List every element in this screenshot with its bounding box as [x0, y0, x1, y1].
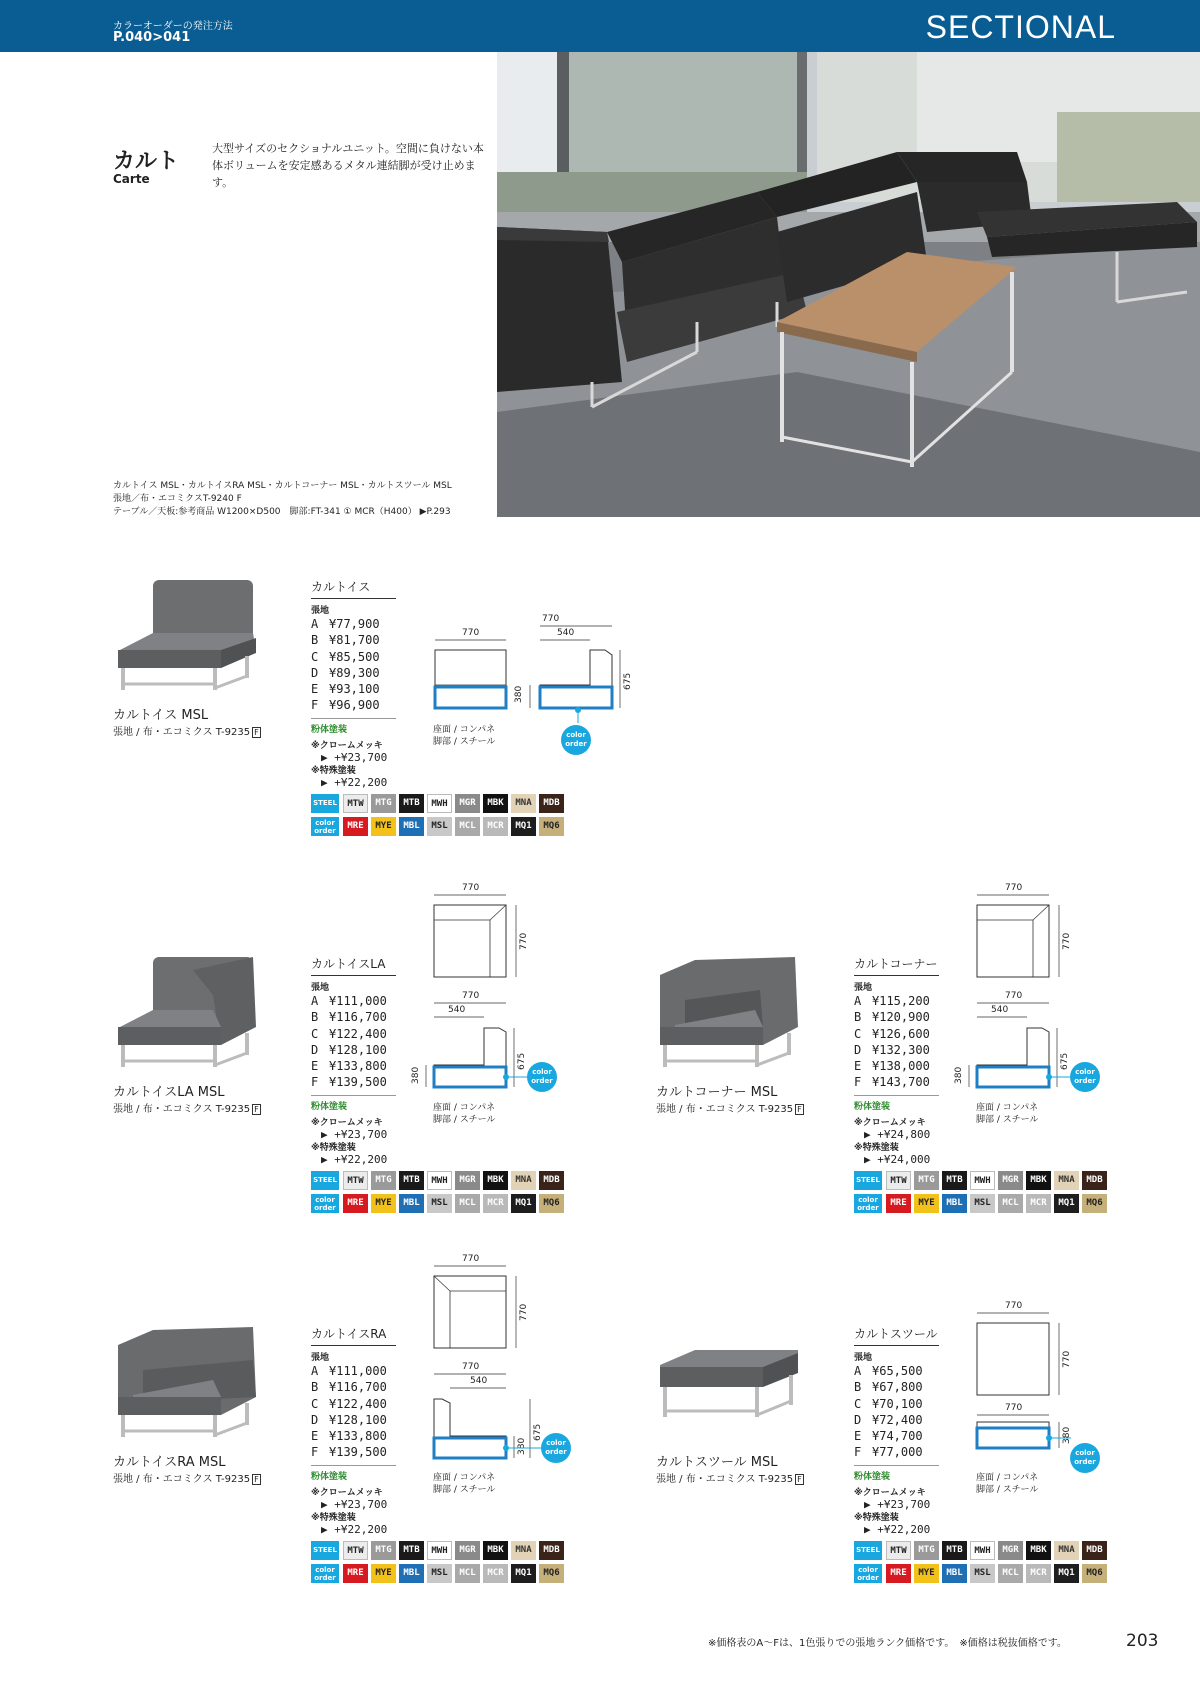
- product-photo-corner: [655, 955, 805, 1070]
- color-swatch[interactable]: MTB: [942, 1541, 967, 1560]
- special-option-label: ※特殊塗装: [311, 1142, 356, 1153]
- color-swatch[interactable]: MGR: [998, 1541, 1023, 1560]
- hero-photo: [497, 52, 1200, 517]
- color-swatch[interactable]: MTW: [886, 1171, 911, 1190]
- chrome-option-label: ※クロームメッキ: [854, 1487, 926, 1498]
- product-upholstery: [113, 1100, 261, 1115]
- dimension-diagram-corner: [954, 880, 1163, 1100]
- powder-coating-label: 粉体塗装: [311, 1465, 396, 1482]
- color-swatch[interactable]: MQ1: [1054, 1564, 1079, 1583]
- product-photo-la: [113, 955, 263, 1070]
- price-table-title: カルトイス: [311, 578, 396, 599]
- color-swatch[interactable]: MCL: [455, 817, 480, 836]
- special-option-label: ※特殊塗装: [311, 1512, 356, 1523]
- product-name: カルトイスLA MSL: [113, 1085, 225, 1100]
- color-swatch[interactable]: MSL: [427, 1194, 452, 1213]
- color-swatch[interactable]: MDB: [539, 1541, 564, 1560]
- color-swatch[interactable]: MBK: [1026, 1541, 1051, 1560]
- color-swatch[interactable]: MTG: [371, 1541, 396, 1560]
- color-swatch[interactable]: MSL: [970, 1194, 995, 1213]
- dim-seat-height: 380: [1062, 1426, 1072, 1444]
- dim-width: 770: [462, 628, 480, 638]
- color-swatch[interactable]: MYE: [914, 1564, 939, 1583]
- color-swatch[interactable]: MDB: [539, 794, 564, 813]
- upholstery-text: 張地 / 布・エコミクス T-9235: [656, 1104, 794, 1115]
- price-row: B ¥116,700: [311, 1010, 387, 1025]
- price-table-title: カルトコーナー: [854, 955, 939, 976]
- powder-coating-label: 粉体塗装: [311, 1095, 396, 1112]
- price-table-title: カルトイスRA: [311, 1325, 396, 1346]
- dim-depth: 770: [542, 614, 560, 624]
- caption-line: 張地／布・エコミクスT-9240 F: [113, 494, 242, 504]
- f-mark: F: [254, 1475, 259, 1484]
- color-swatch[interactable]: MNA: [511, 1171, 536, 1190]
- steel-badge: STEEL: [311, 794, 339, 813]
- upholstery-text: 張地 / 布・エコミクス T-9235: [113, 1474, 251, 1485]
- dim-depth: 770: [1062, 932, 1072, 950]
- color-swatch[interactable]: MQ1: [511, 1564, 536, 1583]
- color-order-badge: color order: [854, 1564, 882, 1583]
- price-row: A ¥111,000: [311, 1364, 387, 1378]
- price-table-ra: [311, 1325, 401, 1536]
- header-bar: [0, 0, 1200, 52]
- color-swatch[interactable]: MSL: [427, 817, 452, 836]
- dim-height: 675: [1060, 1052, 1070, 1070]
- price-row: B ¥67,800: [854, 1380, 923, 1395]
- price-row: C ¥122,400: [311, 1026, 387, 1041]
- color-swatch[interactable]: MQ1: [511, 817, 536, 836]
- swatch-row: [311, 1171, 571, 1190]
- upholstery-label: 張地: [311, 983, 330, 993]
- color-swatch[interactable]: MYE: [914, 1194, 939, 1213]
- product-name: カルトスツール MSL: [656, 1455, 778, 1470]
- color-swatch[interactable]: MCR: [483, 817, 508, 836]
- f-mark: F: [254, 1105, 259, 1114]
- swatch-panel-stool: [854, 1541, 1114, 1587]
- color-swatch[interactable]: MYE: [371, 817, 396, 836]
- color-swatch[interactable]: MCR: [483, 1194, 508, 1213]
- color-swatch[interactable]: MNA: [511, 794, 536, 813]
- leg-material: 脚部 / スチール: [976, 1115, 1039, 1125]
- product-photo-ra: [113, 1325, 263, 1440]
- dimension-diagram-stool: [963, 1298, 1163, 1478]
- price-row: D ¥89,300: [311, 665, 380, 680]
- price-row: E ¥133,800: [311, 1059, 387, 1074]
- price-table-corner: [854, 955, 944, 1166]
- color-swatch[interactable]: MSL: [970, 1564, 995, 1583]
- special-option-price: ▶ +¥22,200: [321, 775, 388, 789]
- product-upholstery: [656, 1100, 804, 1115]
- color-swatch[interactable]: MWH: [427, 1171, 452, 1190]
- price-row: B ¥116,700: [311, 1380, 387, 1395]
- price-table-isu: [311, 578, 401, 789]
- upholstery-label: 張地: [311, 1353, 330, 1363]
- product-upholstery: [113, 1470, 261, 1485]
- price-row: E ¥93,100: [311, 682, 380, 697]
- color-swatch[interactable]: MYE: [371, 1564, 396, 1583]
- dim-height: 675: [517, 1052, 527, 1070]
- price-table-title: カルトスツール: [854, 1325, 939, 1346]
- steel-badge: STEEL: [311, 1541, 339, 1560]
- steel-badge: STEEL: [854, 1541, 882, 1560]
- chrome-option-price: ▶ +¥23,700: [864, 1497, 931, 1511]
- dim-width: 770: [1005, 991, 1023, 1001]
- material-note: [976, 1102, 1038, 1126]
- material-note: [433, 1102, 495, 1126]
- color-swatch[interactable]: MTB: [942, 1171, 967, 1190]
- upholstery-label: 張地: [854, 1353, 873, 1363]
- section-title: SECTIONAL: [925, 9, 1116, 45]
- dim-depth: 770: [519, 1303, 529, 1321]
- color-swatch[interactable]: MBL: [399, 817, 424, 836]
- chrome-option-label: ※クロームメッキ: [311, 740, 383, 751]
- price-row: F ¥143,700: [854, 1075, 930, 1090]
- price-table-la: [311, 955, 401, 1166]
- dim-width: 770: [1005, 1301, 1023, 1311]
- color-swatch[interactable]: MQ1: [1054, 1194, 1079, 1213]
- color-order-badge: color order: [561, 725, 591, 755]
- color-swatch[interactable]: MRE: [886, 1564, 911, 1583]
- price-row: C ¥85,500: [311, 649, 380, 664]
- color-order-badge: color order: [311, 817, 339, 836]
- seat-material: 座面 / コンパネ: [433, 1103, 496, 1113]
- color-order-page-ref[interactable]: P.040>041: [113, 30, 191, 45]
- chrome-option-label: ※クロームメッキ: [311, 1487, 383, 1498]
- leg-material: 脚部 / スチール: [433, 1115, 496, 1125]
- color-swatch[interactable]: MQ6: [1082, 1564, 1107, 1583]
- color-swatch[interactable]: MCR: [1026, 1194, 1051, 1213]
- color-swatch[interactable]: MRE: [343, 1194, 368, 1213]
- price-row: D ¥132,300: [854, 1042, 930, 1057]
- color-swatch[interactable]: MGR: [998, 1171, 1023, 1190]
- dim-seat-height: 380: [954, 1066, 964, 1084]
- f-mark: F: [797, 1105, 802, 1114]
- price-row: C ¥122,400: [311, 1396, 387, 1411]
- caption-line: テーブル／天板:参考商品 W1200×D500 脚部:FT-341 ① MCR（H400） ▶P.293: [113, 507, 451, 517]
- dim-seat-depth: 540: [991, 1005, 1009, 1015]
- price-footnote: ※価格表のA〜Fは、1色張りでの張地ランク価格です。 ※価格は税抜価格です。: [708, 1638, 1067, 1649]
- color-swatch[interactable]: MNA: [1054, 1541, 1079, 1560]
- color-swatch[interactable]: MTG: [371, 1171, 396, 1190]
- swatch-row: [854, 1194, 1114, 1213]
- series-title-jp: カルト: [113, 149, 180, 174]
- f-mark: F: [254, 728, 259, 737]
- swatch-row: [854, 1564, 1114, 1583]
- color-swatch[interactable]: MTG: [371, 794, 396, 813]
- product-upholstery: [656, 1470, 804, 1485]
- swatch-panel-isu: [311, 794, 571, 840]
- leg-material: 脚部 / スチール: [976, 1485, 1039, 1495]
- color-swatch[interactable]: MTB: [399, 1541, 424, 1560]
- color-order-badge: color order: [1070, 1062, 1100, 1092]
- upholstery-text: 張地 / 布・エコミクス T-9235: [113, 1104, 251, 1115]
- seat-material: 座面 / コンパネ: [976, 1473, 1039, 1483]
- caption-line: カルトイス MSL・カルトイスRA MSL・カルトコーナー MSL・カルトスツール MSL: [113, 481, 452, 491]
- color-swatch[interactable]: MBK: [1026, 1171, 1051, 1190]
- dim-width: 770: [462, 1362, 480, 1372]
- special-option-price: ▶ +¥22,200: [321, 1522, 388, 1536]
- swatch-row: [311, 817, 571, 836]
- color-swatch[interactable]: MCL: [998, 1564, 1023, 1583]
- leg-material: 脚部 / スチール: [433, 1485, 496, 1495]
- swatch-row: [854, 1541, 1114, 1560]
- color-swatch[interactable]: MTW: [886, 1541, 911, 1560]
- price-row: D ¥128,100: [311, 1412, 387, 1427]
- swatch-row: [311, 1194, 571, 1213]
- color-swatch[interactable]: MNA: [1054, 1171, 1079, 1190]
- dim-height: 675: [623, 672, 633, 690]
- color-order-badge: color order: [311, 1564, 339, 1583]
- chrome-option-price: ▶ +¥24,800: [864, 1127, 931, 1141]
- color-swatch[interactable]: MBK: [483, 1171, 508, 1190]
- price-row: F ¥139,500: [311, 1445, 387, 1460]
- color-swatch[interactable]: MWH: [970, 1171, 995, 1190]
- color-swatch[interactable]: MQ6: [539, 1194, 564, 1213]
- seat-material: 座面 / コンパネ: [433, 1473, 496, 1483]
- color-swatch[interactable]: MDB: [1082, 1171, 1107, 1190]
- powder-coating-label: 粉体塗装: [854, 1465, 939, 1482]
- color-swatch[interactable]: MCL: [455, 1194, 480, 1213]
- price-row: C ¥126,600: [854, 1026, 930, 1041]
- color-swatch[interactable]: MGR: [455, 794, 480, 813]
- color-swatch[interactable]: MQ1: [511, 1194, 536, 1213]
- special-option-price: ▶ +¥22,200: [864, 1522, 931, 1536]
- color-swatch[interactable]: MWH: [427, 794, 452, 813]
- price-row: F ¥139,500: [311, 1075, 387, 1090]
- seat-material: 座面 / コンパネ: [976, 1103, 1039, 1113]
- price-row: A ¥77,900: [311, 617, 380, 631]
- color-swatch[interactable]: MRE: [343, 1564, 368, 1583]
- upholstery-text: 張地 / 布・エコミクス T-9235: [656, 1474, 794, 1485]
- color-swatch[interactable]: MTB: [399, 794, 424, 813]
- color-swatch[interactable]: MTG: [914, 1541, 939, 1560]
- color-swatch[interactable]: MQ6: [539, 1564, 564, 1583]
- price-row: E ¥138,000: [854, 1059, 930, 1074]
- dimension-diagram-la: [411, 880, 620, 1100]
- seat-material: 座面 / コンパネ: [433, 725, 496, 735]
- color-swatch[interactable]: MYE: [371, 1194, 396, 1213]
- hero-caption: [113, 480, 533, 519]
- price-row: F ¥96,900: [311, 698, 380, 713]
- dim-seat-depth: 540: [557, 628, 575, 638]
- material-note: [976, 1472, 1038, 1496]
- price-table-stool: [854, 1325, 944, 1536]
- price-row: E ¥133,800: [311, 1429, 387, 1444]
- price-row: B ¥81,700: [311, 633, 380, 648]
- leg-material: 脚部 / スチール: [433, 737, 496, 747]
- dim-width: 770: [462, 991, 480, 1001]
- swatch-row: [311, 1541, 571, 1560]
- color-swatch[interactable]: MBL: [399, 1194, 424, 1213]
- f-mark: F: [797, 1475, 802, 1484]
- color-swatch[interactable]: MBK: [483, 794, 508, 813]
- dim-width: 770: [462, 1254, 480, 1264]
- color-order-howto-link[interactable]: カラーオーダーの発注方法: [113, 21, 233, 32]
- material-note: [433, 724, 495, 748]
- dimension-diagram-ra: [420, 1251, 620, 1471]
- color-swatch[interactable]: MWH: [970, 1541, 995, 1560]
- color-swatch[interactable]: MWH: [427, 1541, 452, 1560]
- chrome-option-label: ※クロームメッキ: [854, 1117, 926, 1128]
- special-option-label: ※特殊塗装: [854, 1512, 899, 1523]
- color-swatch[interactable]: MBL: [942, 1564, 967, 1583]
- price-row: A ¥65,500: [854, 1364, 923, 1378]
- dim-seat-depth: 540: [470, 1376, 488, 1386]
- series-description: 大型サイズのセクショナルユニット。空間に負けない本体ボリュームを安定感あるメタル連結脚が受け止めます。: [212, 142, 484, 189]
- color-swatch[interactable]: MTW: [343, 794, 368, 813]
- color-swatch[interactable]: MQ6: [539, 817, 564, 836]
- upholstery-label: 張地: [311, 606, 330, 616]
- dim-width: 770: [1005, 883, 1023, 893]
- series-title-en: Carte: [113, 172, 150, 186]
- price-row: E ¥74,700: [854, 1429, 923, 1444]
- color-swatch[interactable]: MRE: [343, 817, 368, 836]
- swatch-panel-corner: [854, 1171, 1114, 1217]
- color-swatch[interactable]: MCL: [455, 1564, 480, 1583]
- dim-height: 675: [533, 1423, 543, 1441]
- color-swatch[interactable]: MGR: [455, 1541, 480, 1560]
- color-swatch[interactable]: MTB: [399, 1171, 424, 1190]
- dim-width: 770: [1005, 1403, 1023, 1413]
- color-swatch[interactable]: MTW: [343, 1541, 368, 1560]
- dim-depth: 770: [519, 932, 529, 950]
- upholstery-label: 張地: [854, 983, 873, 993]
- color-swatch[interactable]: MBK: [483, 1541, 508, 1560]
- swatch-panel-ra: [311, 1541, 571, 1587]
- product-photo-stool: [655, 1345, 805, 1440]
- color-swatch[interactable]: MSL: [427, 1564, 452, 1583]
- price-row: B ¥120,900: [854, 1010, 930, 1025]
- color-swatch[interactable]: MBL: [942, 1194, 967, 1213]
- color-order-badge: color order: [854, 1194, 882, 1213]
- swatch-panel-la: [311, 1171, 571, 1217]
- color-swatch[interactable]: MGR: [455, 1171, 480, 1190]
- swatch-row: [311, 1564, 571, 1583]
- product-photo-isu: [113, 578, 263, 693]
- price-row: A ¥111,000: [311, 994, 387, 1008]
- steel-badge: STEEL: [854, 1171, 882, 1190]
- chrome-option-price: ▶ +¥23,700: [321, 750, 388, 764]
- price-row: F ¥77,000: [854, 1445, 923, 1460]
- color-swatch[interactable]: MCL: [998, 1194, 1023, 1213]
- price-table-title: カルトイスLA: [311, 955, 396, 976]
- color-swatch[interactable]: MCR: [1026, 1564, 1051, 1583]
- color-swatch[interactable]: MTG: [914, 1171, 939, 1190]
- special-option-label: ※特殊塗装: [854, 1142, 899, 1153]
- dim-seat-height: 380: [411, 1066, 421, 1084]
- color-swatch[interactable]: MCR: [483, 1564, 508, 1583]
- price-row: D ¥72,400: [854, 1412, 923, 1427]
- color-swatch[interactable]: MQ6: [1082, 1194, 1107, 1213]
- dim-seat-height: 380: [517, 1437, 527, 1455]
- dim-depth: 770: [1062, 1350, 1072, 1368]
- color-order-badge: color order: [541, 1433, 571, 1463]
- product-upholstery: [113, 723, 261, 738]
- dim-width: 770: [462, 883, 480, 893]
- product-name: カルトイスRA MSL: [113, 1455, 226, 1470]
- swatch-row: [311, 794, 571, 813]
- product-name: カルトイス MSL: [113, 708, 209, 723]
- product-name: カルトコーナー MSL: [656, 1085, 778, 1100]
- powder-coating-label: 粉体塗装: [311, 718, 396, 735]
- color-swatch[interactable]: MDB: [1082, 1541, 1107, 1560]
- color-swatch[interactable]: MTW: [343, 1171, 368, 1190]
- dim-seat-depth: 540: [448, 1005, 466, 1015]
- color-order-badge: color order: [1070, 1443, 1100, 1473]
- chrome-option-price: ▶ +¥23,700: [321, 1127, 388, 1141]
- color-order-badge: color order: [311, 1194, 339, 1213]
- color-swatch[interactable]: MBL: [399, 1564, 424, 1583]
- special-option-label: ※特殊塗装: [311, 765, 356, 776]
- color-swatch[interactable]: MNA: [511, 1541, 536, 1560]
- dim-seat-height: 380: [514, 685, 524, 703]
- special-option-price: ▶ +¥24,000: [864, 1152, 931, 1166]
- price-row: A ¥115,200: [854, 994, 930, 1008]
- chrome-option-price: ▶ +¥23,700: [321, 1497, 388, 1511]
- price-row: D ¥128,100: [311, 1042, 387, 1057]
- price-row: C ¥70,100: [854, 1396, 923, 1411]
- material-note: [433, 1472, 495, 1496]
- powder-coating-label: 粉体塗装: [854, 1095, 939, 1112]
- page-number: 203: [1126, 1631, 1159, 1651]
- chrome-option-label: ※クロームメッキ: [311, 1117, 383, 1128]
- swatch-row: [854, 1171, 1114, 1190]
- special-option-price: ▶ +¥22,200: [321, 1152, 388, 1166]
- steel-badge: STEEL: [311, 1171, 339, 1190]
- color-order-badge: color order: [527, 1062, 557, 1092]
- color-swatch[interactable]: MRE: [886, 1194, 911, 1213]
- color-swatch[interactable]: MDB: [539, 1171, 564, 1190]
- upholstery-text: 張地 / 布・エコミクス T-9235: [113, 727, 251, 738]
